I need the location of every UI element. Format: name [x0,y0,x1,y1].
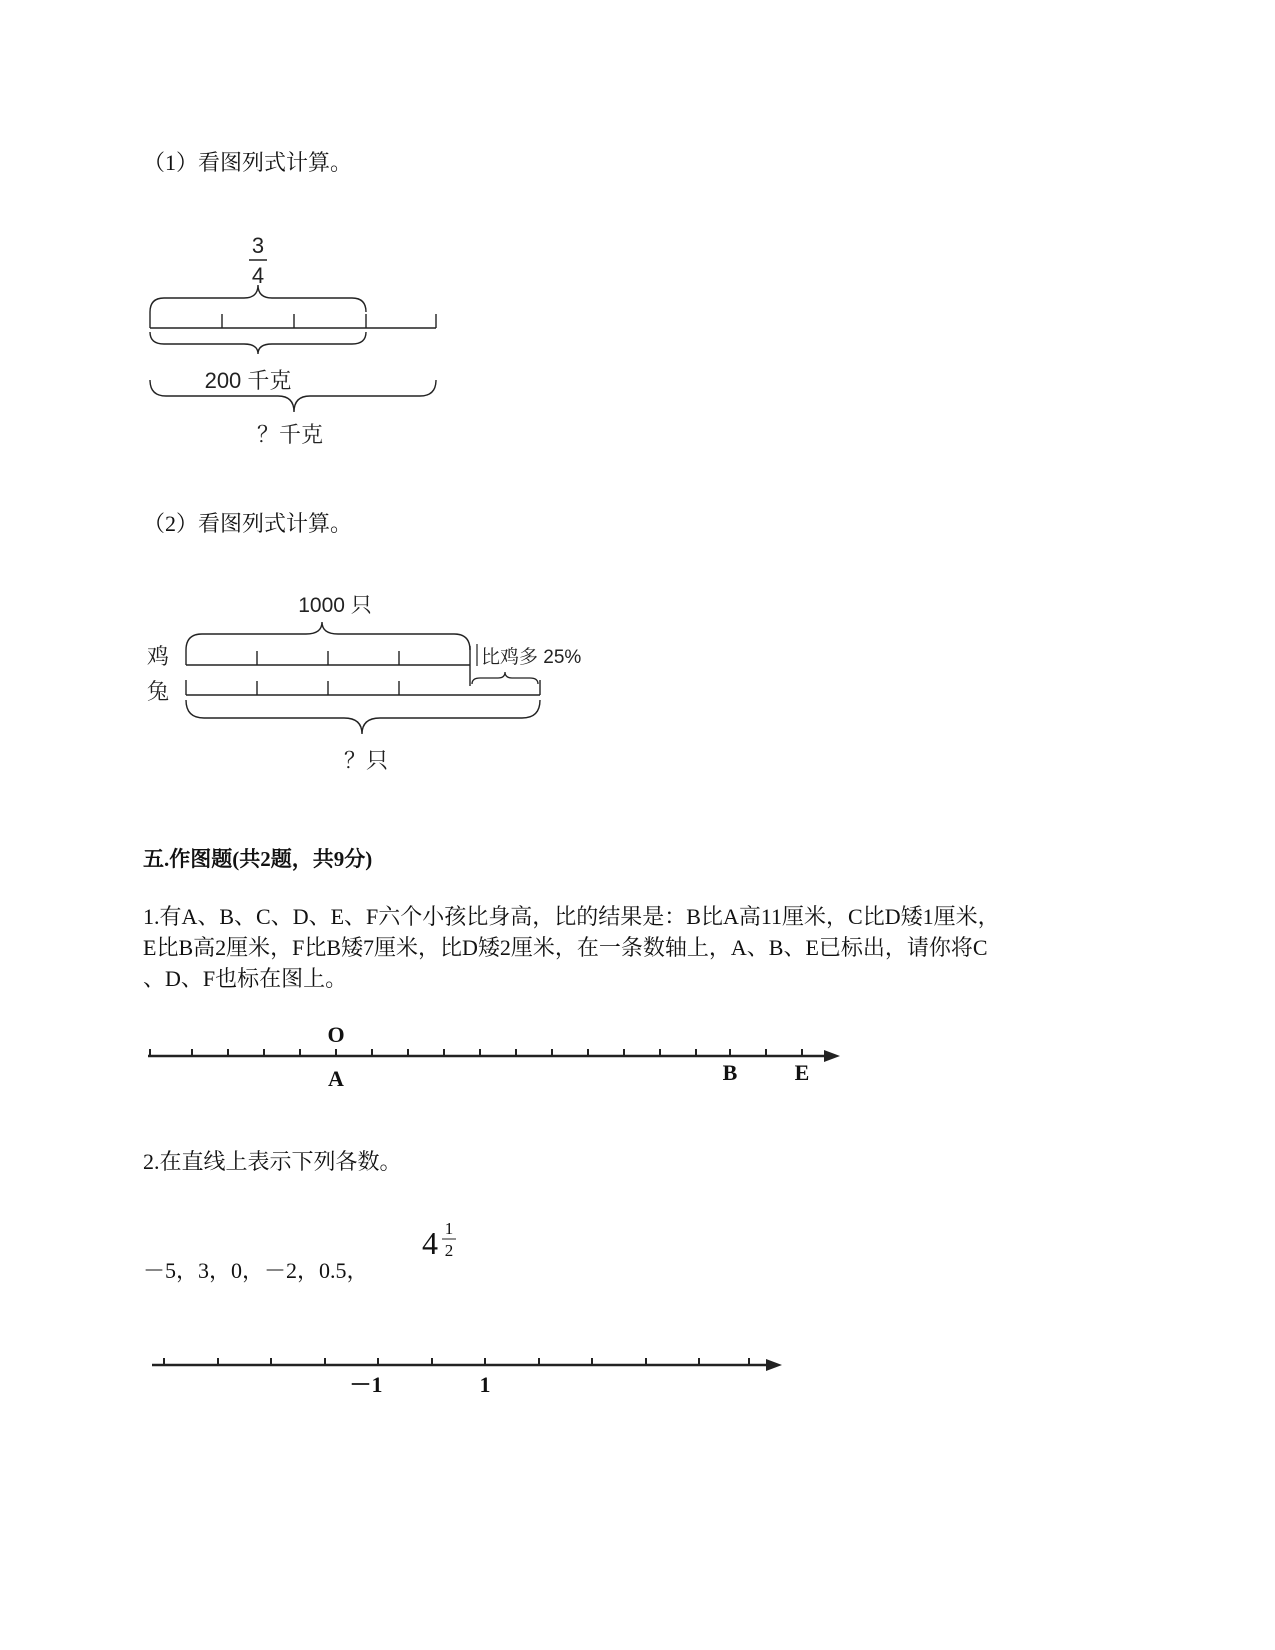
extra-brace [472,672,538,684]
total-brace [186,700,540,734]
number-list: －5，3，0，－2，0.5， [143,1258,369,1283]
problem-1-line-1: 1.有A、B、C、D、E、F六个小孩比身高，比的结果是：B比A高11厘米，C比D矮1厘米， [143,904,1000,929]
rabbit-label: 兔 [147,679,170,704]
unknown-weight-label: ？千克 [256,422,324,447]
mixed-denominator: 2 [444,1241,454,1260]
mixed-numerator: 1 [444,1219,454,1238]
section-title: 五.作图题(共2题，共9分) [143,847,373,871]
mixed-number [418,1214,478,1274]
diagram-2 [140,588,600,788]
question-2-label: （2）看图列式计算。 [143,511,353,536]
axis-arrow [824,1050,840,1062]
fraction-denominator: 4 [251,263,265,288]
total-count-label: 1000 只 [298,594,372,617]
whole-brace [150,380,436,412]
extra-percent-label: 比鸡多 25% [481,647,582,668]
problem-1-line-2: E比B高2厘米，F比B矮7厘米，比D矮2厘米，在一条数轴上，A、B、E已标出，请你将C [143,935,988,960]
chicken-label: 鸡 [147,644,170,669]
fraction-numerator: 3 [251,233,265,258]
origin-label: O [327,1022,345,1047]
top-brace [150,285,366,312]
unknown-count-label: ？只 [343,748,389,773]
mixed-whole: 4 [422,1225,438,1261]
known-weight-label: 200 千克 [204,368,292,393]
point-a-label: A [328,1066,344,1091]
part-brace [150,332,366,354]
number-line-2 [140,1340,800,1410]
tick-label-1: 1 [479,1372,491,1397]
question-1-label: （1）看图列式计算。 [143,150,353,175]
problem-2-prompt: 2.在直线上表示下列各数。 [143,1149,402,1174]
number-line-1 [140,1020,860,1100]
axis-arrow [766,1359,782,1371]
point-e-label: E [794,1060,810,1085]
problem-1-line-3: 、D、F也标在图上。 [143,966,348,991]
point-b-label: B [722,1060,738,1085]
chicken-brace [186,622,470,650]
diagram-1 [140,228,460,458]
tick-label-minus-1: －1 [349,1372,383,1397]
